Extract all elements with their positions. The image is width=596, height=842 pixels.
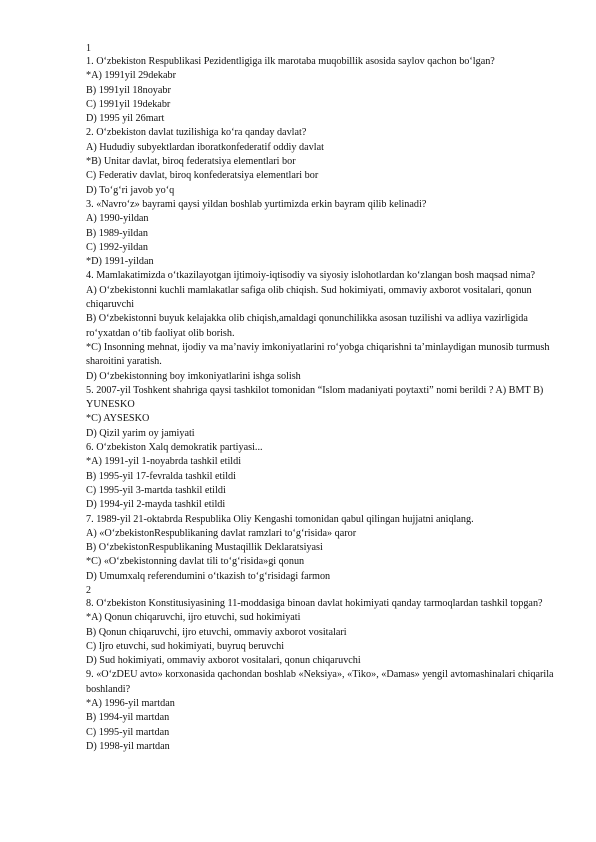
question-text: 5. 2007-yil Toshkent shahriga qaysi tashkilot tomonidan “Islom madaniyati poytaxti” nomi berildi ? A) BMT B) YUNESKO bbox=[86, 384, 544, 411]
page-number: 1 bbox=[86, 43, 91, 54]
answer-option: D) Qizil yarim oy jamiyati bbox=[86, 427, 195, 439]
question-text: 6. O‘zbekiston Xalq demokratik partiyasi... bbox=[86, 442, 263, 454]
question-text: 4. Mamlakatimizda o‘tkazilayotgan ijtimoiy-iqtisodiy va siyosiy islohotlardan ko‘zlangan bosh maqsad nima? bbox=[86, 270, 536, 282]
answer-option: B) O‘zbekistonni buyuk kelajakka olib chiqish,amaldagi qonunchilikka asosan tuzilishi va adliya vazirligida ro‘yxatdan o‘tib faoliyat olib borish. bbox=[86, 313, 528, 339]
answer-option: B) 1995-yil 17-fevralda tashkil etildi bbox=[86, 470, 236, 482]
answer-option: *C) «O‘zbekistonning davlat tili to‘g‘risida»gi qonun bbox=[86, 556, 305, 568]
page-number: 2 bbox=[86, 584, 91, 596]
answer-option: C) 1991yil 19dekabr bbox=[86, 98, 171, 110]
answer-option: A) O‘zbekistonni kuchli mamlakatlar safiga olib chiqish. Sud hokimiyati, ommaviy axborot vositalari, qonun chiqaruvchi bbox=[86, 284, 532, 311]
answer-option: A) Hududiy subyektlardan iboratkonfederatif oddiy davlat bbox=[86, 141, 324, 153]
answer-option: C) 1995-yil martdan bbox=[86, 726, 170, 738]
answer-option: B) O‘zbekistonRespublikaning Mustaqillik Deklaratsiyasi bbox=[86, 542, 323, 554]
answer-option: *C) Insonning mehnat, ijodiy va ma’naviy imkoniyatlarini ro‘yobga chiqarishni ta’minlaydigan munosib turmush sharoitini yaratish. bbox=[86, 341, 550, 368]
answer-option: C) Ijro etuvchi, sud hokimiyati, buyruq beruvchi bbox=[86, 640, 285, 652]
answer-option: *D) 1991-yildan bbox=[86, 256, 154, 268]
answer-option: *A) 1991-yil 1-noyabrda tashkil etildi bbox=[86, 456, 242, 468]
answer-option: *C) AYSESKO bbox=[86, 413, 150, 425]
answer-option: B) 1989-yildan bbox=[86, 227, 148, 239]
answer-option: B) 1991yil 18noyabr bbox=[86, 84, 171, 96]
question-text: 2. O‘zbekiston davlat tuzilishiga ko‘ra qanday davlat? bbox=[86, 127, 307, 139]
answer-option: A) 1990-yildan bbox=[86, 213, 149, 225]
answer-option: D) Sud hokimiyati, ommaviy axborot vositalari, qonun chiqaruvchi bbox=[86, 655, 361, 667]
question-text: 1. O‘zbekiston Respublikasi Pezidentligiga ilk marotaba muqobillik asosida saylov qachon bo‘lgan? bbox=[86, 56, 495, 67]
answer-option: C) Federativ davlat, biroq konfederatsiya elementlari bor bbox=[86, 170, 319, 182]
question-text: 7. 1989-yil 21-oktabrda Respublika Oliy Kengashi tomonidan qabul qilingan hujjatni aniqlang. bbox=[86, 513, 474, 525]
answer-option: *A) 1991yil 29dekabr bbox=[86, 70, 176, 82]
answer-option: B) Qonun chiqaruvchi, ijro etuvchi, ommaviy axborot vositalari bbox=[86, 626, 347, 638]
question-text: 3. «Navro‘z» bayrami qaysi yildan boshlab yurtimizda erkin bayram qilib kelinadi? bbox=[86, 198, 427, 210]
answer-option: *A) 1996-yil martdan bbox=[86, 698, 175, 710]
answer-option: A) «O‘zbekistonRespublikaning davlat ramzlari to‘g‘risida» qaror bbox=[86, 527, 357, 539]
answer-option: D) 1995 yil 26mart bbox=[86, 113, 165, 125]
question-text: 9. «O‘zDEU avto» korxonasida qachondan boshlab «Neksiya», «Tiko», «Damas» yengil avtomashinalari chiqarila boshlandi? bbox=[86, 669, 554, 695]
answer-option: D) To‘g‘ri javob yo‘q bbox=[86, 184, 175, 196]
answer-option: D) O‘zbekistonning boy imkoniyatlarini ishga solish bbox=[86, 370, 301, 382]
question-text: 8. O‘zbekiston Konstitusiyasining 11-moddasiga binoan davlat hokimiyati qanday tarmoqlardan tashkil topgan? bbox=[86, 597, 543, 609]
answer-option: C) 1995-yil 3-martda tashkil etildi bbox=[86, 484, 226, 496]
answer-option: D) 1994-yil 2-mayda tashkil etildi bbox=[86, 499, 226, 511]
answer-option: D) 1998-yil martdan bbox=[86, 740, 170, 752]
document-page bbox=[86, 42, 556, 754]
answer-option: *B) Unitar davlat, biroq federatsiya elementlari bor bbox=[86, 156, 296, 168]
question-list bbox=[86, 42, 556, 754]
answer-option: *A) Qonun chiqaruvchi, ijro etuvchi, sud hokimiyati bbox=[86, 612, 301, 624]
answer-option: B) 1994-yil martdan bbox=[86, 712, 170, 724]
answer-option: C) 1992-yildan bbox=[86, 241, 148, 253]
answer-option: D) Umumxalq referendumini o‘tkazish to‘g‘risidagi farmon bbox=[86, 570, 331, 582]
